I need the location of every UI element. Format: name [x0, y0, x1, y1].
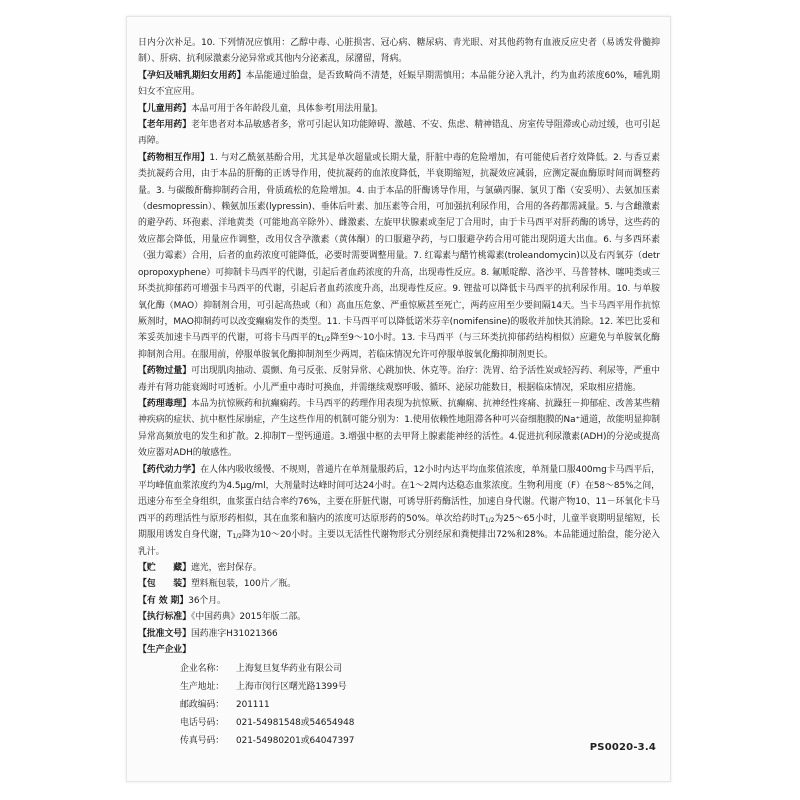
section-body: 遮光，密封保存。 [190, 563, 262, 573]
fax-row [180, 732, 660, 750]
section-heading: 【儿童用药】 [138, 103, 191, 114]
half-life-subscript: 1/2 [484, 516, 495, 524]
row-label: 传真号码： [180, 736, 225, 747]
section-heading: 【包 装】 [138, 579, 191, 590]
section-body-cont: 降为10～20小时。主要以无活性代谢物形式分别经尿和粪便排出72%和28%。本品能通过胎盘，能分泌入乳汁。 [138, 530, 660, 557]
section-body: 国药准字H31021366 [190, 628, 278, 639]
insert-text [138, 35, 660, 750]
section-body-cont: 降至9～10小时。13. 卡马西平（与三环类抗抑郁药结构相似）应避免与单胺氧化酶抑制剂合用。在服用前，停服单胺氧化酶抑制剂至少两周，若临床情况允许可停服单胺氧化酶抑制剂更长。 [138, 333, 660, 360]
row-value: 上海市闵行区曙光路1399号 [236, 682, 347, 693]
section-body: 在人体内吸收缓慢、不规则，普通片在单剂量服药后，12小时内达平均血浆值浓度，单剂量口服400mg卡马西平后，平均峰值血浆浓度约为4.5μg/ml，大剂量时达峰时间可达24小时。在1～2周内达稳态血浆浓度。生物利用度（F）在58～85%之间，迅速分布至全身组织，血浆蛋白结合率约76%，主要在肝脏代谢，可诱导肝药酶活性，加速自身代谢。代谢产物10、11－环氧化卡马西平的药理活性与原形药相似，其在血浆和脑内的浓度可达原形药的50%。单次给药时T [138, 464, 660, 524]
company-name-row [180, 660, 660, 678]
section-heading: 【药理毒理】 [138, 398, 192, 409]
row-label: 电话号码： [180, 718, 225, 729]
section-heading: 【药代动力学】 [138, 464, 201, 475]
section-heading: 【孕妇及哺乳期妇女用药】 [138, 70, 246, 81]
row-label: 企业名称： [180, 664, 225, 675]
section-pharmacology [138, 396, 660, 462]
section-heading: 【贮 藏】 [138, 563, 191, 573]
section-heading: 【执行标准】 [138, 612, 191, 623]
row-label: 生产地址： [180, 682, 225, 693]
row-value: 021-54980201或64047397 [236, 736, 355, 747]
row-label: 邮政编码： [180, 700, 225, 711]
section-heading: 【药物过量】 [138, 366, 192, 377]
half-life-subscript: 1/2 [232, 533, 242, 541]
section-heading: 【生产企业】 [138, 645, 191, 656]
section-storage [138, 560, 660, 576]
document-code: PS0020-3.4 [589, 742, 656, 753]
manufacturer-info [138, 660, 660, 750]
section-body-cont: 为25～65小时，儿童半衰期明显缩短，长期服用诱发自身代谢，T [138, 513, 660, 541]
section-body: 36个月。 [188, 595, 226, 606]
section-body: 1. 与对乙酰氨基酚合用，尤其是单次超量或长期大量，肝脏中毒的危险增加，有可能使后者疗效降低。2. 与香豆素类抗凝药合用，由于本品的肝酶的正诱导作用，使抗凝药的血浓度降低，半衰期缩短，抗凝效应减弱，应测定凝血酶原时间而调整药量。3. 与碳酸酐酶抑制药合用，骨质疏松的危险增加。4. 由于本品的肝酶诱导作用，与氯磺丙脲、氯贝丁酯（安妥明）、去氨加压素（desmopressin）、赖氨加压素(lypressin)、垂体后叶素、加压素等合用，可加强抗利尿作用，合用的各药都需减量。5. 与含雌激素的避孕药、环孢素、洋地黄类（可能地高辛除外）、雌激素、左旋甲状腺素或奎尼丁合用时，由于卡马西平对肝药酶的诱导，这些药的效应都会降低，用量应作调整，改用仅含孕激素（黄体酮）的口服避孕药，与口服避孕药合用可能出现阴道大出血。6. 与多西环素（强力霉素）合用，后者的血药浓度可能降低，必要时需要调整用量。7. 红霉素与醋竹桃霉素(troleandomycin)以及右丙氧芬（detropropoxyphene）可抑制卡马西平的代谢，引起后者血药浓度的升高，出现毒性反应。8. 氟哌啶醇、洛沙平、马普替林、噻吨类或三环类抗抑郁药可增强卡马西平的代谢，引起后者血药浓度升高，出现毒性反应。9. 锂盐可以降低卡马西平的抗利尿作用。10. 与单胺氧化酶（MAO）抑制剂合用，可引起高热或（和）高血压危象、严重惊厥甚至死亡，两药应用至少要间隔14天。当卡马西平用作抗惊厥剂时，MAO抑制药可以改变癫痫发作的类型。11. 卡马西平可以降低诺米芬辛(nomifensine)的吸收并加快其消除。12. 苯巴比妥和苯妥英加速卡马西平的代谢，可将卡马西平的t [138, 152, 660, 344]
section-standard [138, 609, 660, 625]
half-life-subscript: 1/2 [320, 336, 331, 344]
section-manufacturer [138, 642, 660, 658]
section-body: 塑料瓶包装，100片／瓶。 [190, 579, 296, 590]
section-package [138, 576, 660, 592]
section-heading: 【药物相互作用】 [138, 152, 210, 163]
row-value: 上海复旦复华药业有限公司 [236, 664, 342, 675]
package-insert-sheet [126, 16, 671, 782]
section-children [138, 101, 660, 117]
section-body: 可出现肌肉抽动、震颤、角弓反张、反射异常、心跳加快、休克等。治疗：洗胃、给予活性炭或轻泻药、利尿等，严重中毒并有肾功能衰竭时可透析。小儿严重中毒时可换血，并需继续观察呼吸、循环、泌尿功能数日，根据临床情况，采取相应措施。 [138, 366, 660, 393]
section-interactions [138, 150, 660, 363]
section-heading: 【老年用药】 [138, 120, 192, 131]
row-value: 201111 [236, 700, 270, 711]
precautions-continued: 日内分次补足。10. 下列情况应慎用：乙醇中毒、心脏损害、冠心病、糖尿病、青光眼、对其他药物有血液反应史者（易诱发骨髓抑制）、肝病、抗利尿激素分泌异常或其他内分泌紊乱，尿潴留，肾病。 [138, 38, 660, 65]
section-body: 本品能通过胎盘，是否致畸尚不清楚，妊娠早期需慎用；本品能分泌入乳汁，约为血药浓度60%，哺乳期妇女不宜应用。 [138, 70, 661, 98]
section-pharmacokinetics [138, 462, 660, 560]
section-body: 本品为抗惊厥药和抗癫痫药。卡马西平的药理作用表现为抗惊厥、抗癫痫、抗神经性疼痛、抗躁狂－抑郁症、改善某些精神疾病的症状、抗中枢性尿崩症，产生这些作用的机制可能分别为：1.使用依赖性地阻滞各种可兴奋细胞膜的Na⁺通道，故能明显抑制异常高频放电的发生和扩散。2.抑制T－型钙通道。3.增强中枢的去甲肾上腺素能神经的活性。4.促进抗利尿激素(ADH)的分泌或提高效应器对ADH的敏感性。 [138, 398, 660, 459]
section-body: 老年患者对本品敏感者多，常可引起认知功能障碍、激越、不安、焦虑、精神错乱、房室传导阻滞或心动过缓，也可引起再障。 [138, 120, 660, 147]
address-row [180, 678, 660, 696]
section-body: 《中国药典》2015年版二部。 [190, 612, 306, 623]
phone-row [180, 714, 660, 732]
section-body: 本品可用于各年龄段儿童，具体参考[用法用量]。 [190, 103, 384, 114]
section-heading: 【批准文号】 [138, 628, 191, 639]
postcode-row [180, 696, 660, 714]
row-value: 021-54981548或54654948 [236, 718, 355, 729]
section-heading: 【有 效 期】 [138, 595, 189, 606]
section-overdose [138, 363, 660, 396]
section-approval [138, 626, 660, 642]
section-pregnancy [138, 68, 660, 101]
section-validity [138, 593, 660, 609]
section-elderly [138, 117, 660, 150]
